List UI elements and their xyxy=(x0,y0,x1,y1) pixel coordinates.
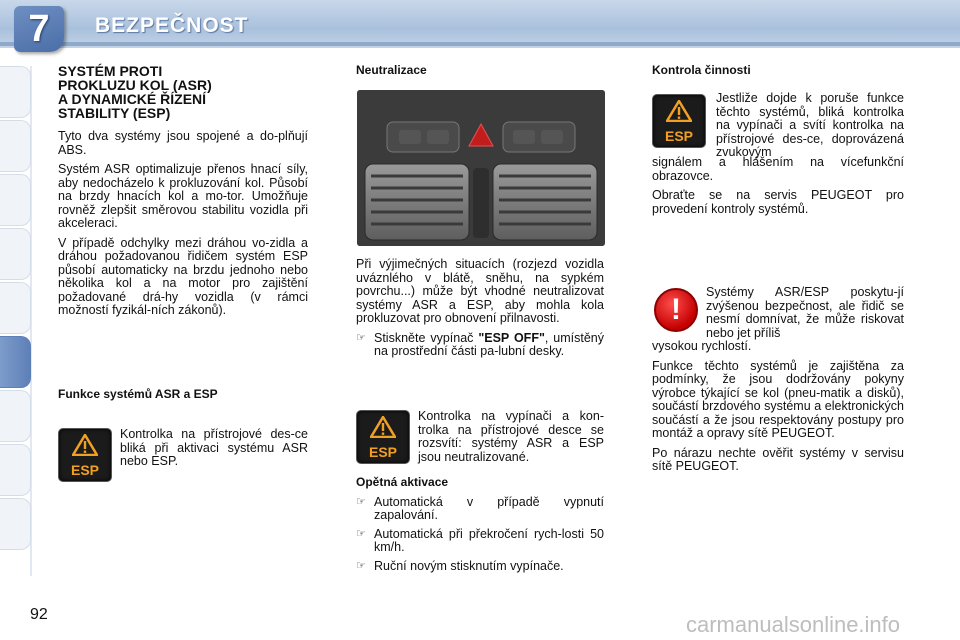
warning-triangle-icon xyxy=(666,100,692,122)
neutralization-heading-block xyxy=(356,64,606,78)
alert-text-wrap xyxy=(706,286,904,346)
chapter-number: 7 xyxy=(28,8,50,50)
esp-warning-icon xyxy=(58,428,112,482)
esp-label: ESP xyxy=(664,128,693,144)
sub-heading: Neutralizace xyxy=(356,63,427,77)
hand-pointer-icon: ☞ xyxy=(356,559,366,572)
safety-text xyxy=(652,340,904,480)
paragraph: Obraťte se na servis PEUGEOT pro provedení kontroly systémů. xyxy=(652,188,904,216)
subsection-asr-esp xyxy=(58,388,308,402)
side-tab-1[interactable] xyxy=(0,66,31,118)
watermark: carmanualsonline.info xyxy=(686,612,901,637)
list-item xyxy=(356,332,604,359)
column-left xyxy=(58,64,308,324)
paragraph: Po nárazu nechte ověřit systémy v servisu sítě PEUGEOT. xyxy=(652,445,904,473)
heading-line: STABILITY (ESP) xyxy=(58,105,171,121)
esp-off-label: "ESP OFF" xyxy=(478,330,545,345)
icon-caption xyxy=(120,428,308,475)
dashboard-vents-illustration xyxy=(357,90,605,246)
header-rule xyxy=(0,42,960,46)
fault-text xyxy=(652,156,904,222)
sub-heading: Opětná aktivace xyxy=(356,475,449,489)
list-item-text xyxy=(374,332,604,359)
sub-heading: Funkce systémů ASR a ESP xyxy=(58,387,218,401)
paragraph: Jestliže dojde k poruše funkce těchto systémů, bliká kontrolka na vypínači a svítí kontrolka na přístrojové des-ce, doprovázená zvukovým xyxy=(716,91,904,159)
page-title: BEZPEČNOST xyxy=(95,14,249,37)
page-number: 92 xyxy=(30,606,48,623)
side-tab-4[interactable] xyxy=(0,228,31,280)
sub-heading: Kontrola činnosti xyxy=(652,63,751,77)
heading-line: SYSTÉM PROTI xyxy=(58,63,163,79)
heading-line: A DYNAMICKÉ ŘÍZENÍ xyxy=(58,91,207,107)
list-item-text: Ruční novým stisknutím vypínače. xyxy=(374,558,564,573)
text-run: , umístěný na prostřední části pa-lubní desky. xyxy=(374,330,604,358)
paragraph: V případě odchylky mezi dráhou vo-zidla a dráhou požadovanou řidičem systém ESP působí automaticky na brzdu jednoho nebo několika kol a na motor pro zajištění požadované drá-hy vozidla (v rámci možností fyzikál-ních zákonů). xyxy=(58,235,308,317)
list-item xyxy=(356,528,604,555)
side-tab-5[interactable] xyxy=(0,282,31,334)
list-item-text: Automatická při překročení rych-losti 50 km/h. xyxy=(374,526,604,554)
dashboard-photo xyxy=(357,90,605,246)
paragraph: signálem a hlášením na vícefunkční obrazovce. xyxy=(652,155,904,183)
control-heading-block xyxy=(652,64,904,78)
side-tab-3[interactable] xyxy=(0,174,31,226)
paragraph: Kontrolka na vypínači a kon-trolka na přístrojové desce se rozsvítí: systémy ASR a ESP jsou neutralizované. xyxy=(418,409,604,464)
esp-label: ESP xyxy=(368,444,397,460)
side-tab-2[interactable] xyxy=(0,120,31,172)
esp-label: ESP xyxy=(70,462,99,478)
paragraph: Systémy ASR/ESP poskytu-jí zvýšenou bezpečnost, ale řidič se nesmí domnívat, že může riskovat nebo jet příliš xyxy=(706,285,904,340)
icon-caption xyxy=(418,410,604,470)
paragraph: Systém ASR optimalizuje přenos hnací síly, aby nedocházelo k prokluzování kol. Působí na brzdy hnacích kol a mo-tor. Umožňuje rovněž zlepšit směrovou stabilitu vozidla při akceleraci. xyxy=(58,162,308,230)
esp-warning-icon xyxy=(652,94,706,148)
section-heading xyxy=(58,64,308,120)
side-tab-7[interactable] xyxy=(0,390,31,442)
text-run: Stiskněte vypínač xyxy=(374,330,479,345)
side-tab-active[interactable] xyxy=(0,336,31,388)
neutralization-text xyxy=(356,258,604,364)
heading-line: PROKLUZU KOL (ASR) xyxy=(58,77,212,93)
warning-triangle-icon xyxy=(72,434,98,456)
warning-triangle-icon xyxy=(370,416,396,438)
esp-warning-icon xyxy=(356,410,410,464)
list-item xyxy=(356,560,604,574)
side-tab-8[interactable] xyxy=(0,444,31,496)
paragraph: Funkce těchto systémů je zajištěna za podmínky, že jsou dodržovány pokyny výrobce týkající se kol (pneu-matik a disků), součástí brzdového systému a elektronických součástí a že jsou respektovány postupy pro montáž a opravy sítě PEUGEOT. xyxy=(652,358,904,440)
list-item xyxy=(356,496,604,523)
paragraph: Kontrolka na přístrojové des-ce bliká při aktivaci systému ASR nebo ESP. xyxy=(120,427,308,468)
alert-exclamation-icon xyxy=(654,288,698,332)
paragraph: Tyto dva systémy jsou spojené a do-plňují ABS. xyxy=(58,129,308,157)
list-item-text: Automatická v případě vypnutí zapalování. xyxy=(374,494,604,522)
paragraph: Při výjimečných situacích (rozjezd vozidla uváznlého v blátě, sněhu, na sypkém povrchu...) může být vhodné neutralizovat systémy ASR a ESP, aby mohla kola prokluzovat pro obnovení přilnavosti. xyxy=(356,257,604,325)
hand-pointer-icon: ☞ xyxy=(356,527,366,540)
side-tab-9[interactable] xyxy=(0,498,31,550)
paragraph: vysokou rychlostí. xyxy=(652,339,752,353)
exclamation-icon: ! xyxy=(671,293,681,326)
hand-pointer-icon: ☞ xyxy=(356,331,366,344)
hand-pointer-icon: ☞ xyxy=(356,495,366,508)
reactivation-block xyxy=(356,476,604,578)
